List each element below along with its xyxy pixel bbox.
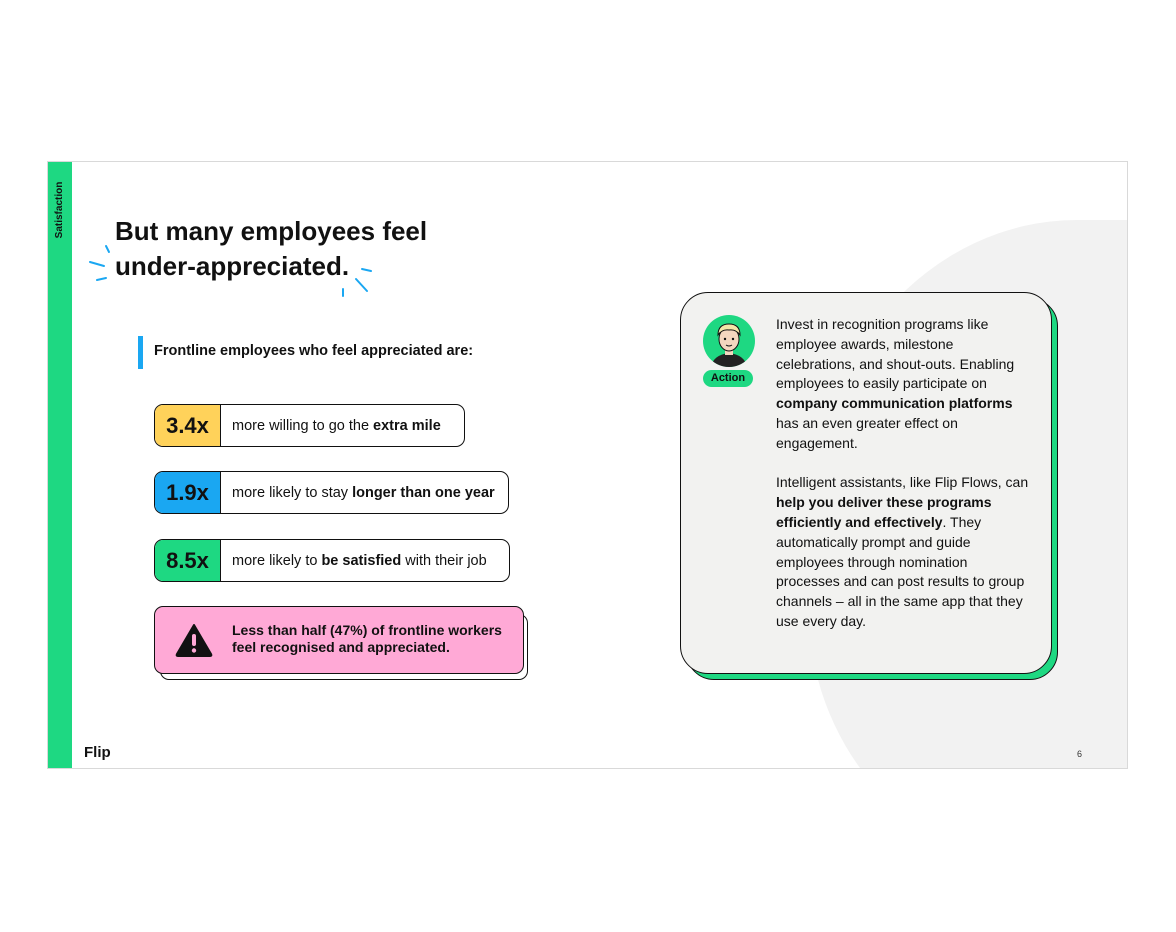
avatar [703,315,755,367]
stat-row-retention [154,471,509,514]
action-card-text [776,315,1031,632]
action-paragraph-2: Intelligent assistants, like Flip Flows, can help you deliver these programs efficiently and effectively. They automatically prompt and guide employees through nomination processes and can post results to group channels – all in the same app that they use every day. [776,474,1029,629]
section-label: Satisfaction [54,181,65,239]
page-number: 6 [1077,749,1083,759]
person-avatar-icon [703,315,755,367]
slide [47,161,1128,769]
subheading: Frontline employees who feel appreciated are: [154,343,474,359]
action-badge: Action [703,370,753,387]
action-paragraph-1: Invest in recognition programs like employee awards, milestone celebrations, and shout-outs. Enabling employees to easily participate on company communication platforms has an even greater effect on engagement. [776,316,1015,451]
stat-description: more willing to go the extra mile [232,417,441,434]
stat-value: 8.5x [155,540,221,581]
warning-icon [175,623,213,657]
subheading-accent-bar [138,336,143,369]
flip-logo: Flip [84,744,111,761]
action-card [680,292,1060,682]
alert-callout [154,606,530,682]
page-title [115,214,455,284]
stat-row-extra-mile [154,404,465,447]
alert-box [154,606,524,674]
action-card-body [680,292,1052,674]
title-line-2: under-appreciated. [115,251,350,281]
alert-text: Less than half (47%) of frontline workers feel recognised and appreciated. [232,622,502,655]
title-line-1: But many employees feel [115,216,428,246]
stat-value: 3.4x [155,405,221,446]
stat-description: more likely to stay longer than one year [232,484,495,501]
stat-value: 1.9x [155,472,221,513]
stat-row-satisfaction [154,539,510,582]
stat-description: more likely to be satisfied with their job [232,552,487,569]
section-sidebar [48,162,72,768]
